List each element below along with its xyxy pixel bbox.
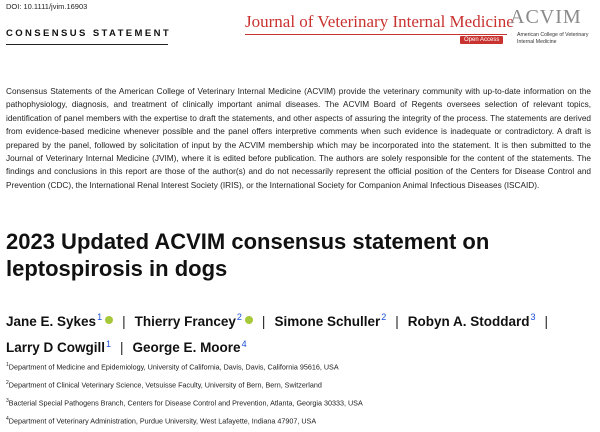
author-affil-ref[interactable]: 2 [381, 312, 387, 322]
section-label: CONSENSUS STATEMENT [6, 28, 172, 39]
author-affil-ref[interactable]: 2 [236, 312, 242, 322]
journal-divider [245, 34, 507, 35]
author-list [6, 306, 596, 359]
author-affil-ref[interactable]: 3 [530, 312, 536, 322]
author-separator: | [544, 313, 549, 329]
article-title: 2023 Updated ACVIM consensus statement on leptospirosis in dogs [6, 229, 490, 281]
affiliation-number: 2 [6, 380, 9, 386]
author-name[interactable]: Thierry Francey [134, 313, 236, 329]
author-item[interactable] [274, 314, 386, 329]
author-name[interactable]: Jane E. Sykes [6, 313, 97, 329]
author-separator: | [120, 340, 124, 355]
doi-label[interactable]: DOI: 10.1111/jvim.16903 [6, 2, 88, 11]
journal-title[interactable]: Journal of Veterinary Internal Medicine [245, 12, 514, 31]
author-name[interactable]: Larry D Cowgill [6, 340, 106, 355]
author-separator: | [261, 313, 266, 329]
affiliation-number: 3 [6, 398, 9, 404]
affiliation-number: 4 [6, 416, 9, 422]
affiliation-item [6, 392, 596, 410]
author-item[interactable] [133, 340, 247, 355]
author-item[interactable] [408, 314, 536, 329]
author-name[interactable]: Simone Schuller [274, 313, 381, 329]
affiliation-text: Department of Medicine and Epidemiology, University of California, Davis, Davis, California 95616, USA [8, 362, 339, 372]
author-affil-ref[interactable]: 4 [241, 338, 247, 349]
affiliation-text: Department of Veterinary Administration, Purdue University, West Lafayette, Indiana 47907, USA [8, 416, 317, 426]
open-access-badge: Open Access [460, 36, 503, 44]
author-name[interactable]: Robyn A. Stoddard [407, 313, 530, 329]
section-divider [6, 44, 168, 45]
author-item[interactable] [6, 314, 113, 329]
author-separator: | [395, 313, 399, 329]
affiliation-text: Bacterial Special Pathogens Branch, Centers for Disease Control and Prevention, Atlanta, Georgia 30333, USA [8, 398, 363, 408]
affiliation-number: 1 [6, 362, 9, 368]
author-name[interactable]: George E. Moore [132, 340, 241, 355]
author-item[interactable] [6, 340, 111, 355]
orcid-icon[interactable] [105, 316, 113, 324]
author-affil-ref[interactable]: 1 [106, 338, 112, 349]
affiliation-list [6, 356, 596, 428]
acvim-logo-subtext: American College of Veterinary Internal Medicine [517, 32, 589, 46]
author-item[interactable] [135, 314, 253, 329]
author-separator: | [122, 313, 126, 329]
orcid-icon[interactable] [245, 316, 253, 324]
acvim-logo: ACVIM [510, 6, 582, 28]
affiliation-text: Department of Clinical Veterinary Science, Vetsuisse Faculty, University of Bern, Bern, Switzerland [8, 380, 322, 390]
intro-paragraph: Consensus Statements of the American College of Veterinary Internal Medicine (ACVIM) provide the veterinary community with up-to-date information on the pathophysiology, diagnosis, and treatment of clinically important animal diseases. The ACVIM Board of Regents oversees selection of relevant topics, identification of panel members with the expertise to draft the statements, and other aspects of assuring the integrity of the process. The statements are derived from evidence-based medicine whenever possible and the panel offers interpretive comments when such evidence is inadequate or contradictory. A draft is prepared by the panel, followed by solicitation of input by the ACVIM membership which may be incorporated into the statement. It is then submitted to the Journal of Veterinary Internal Medicine (JVIM), where it is edited before publication. The authors are solely responsible for the content of the statements. The findings and conclusions in this report are those of the author(s) and do not necessarily represent the official position of the Centers for Disease Control and Prevention (CDC), the International Renal Interest Society (IRIS), or the International Society for Companion Animal Infectious Diseases (ISCAID). [6, 87, 591, 190]
author-affil-ref[interactable]: 1 [97, 312, 103, 322]
affiliation-item [6, 356, 596, 374]
affiliation-item [6, 410, 596, 428]
affiliation-item [6, 374, 596, 392]
